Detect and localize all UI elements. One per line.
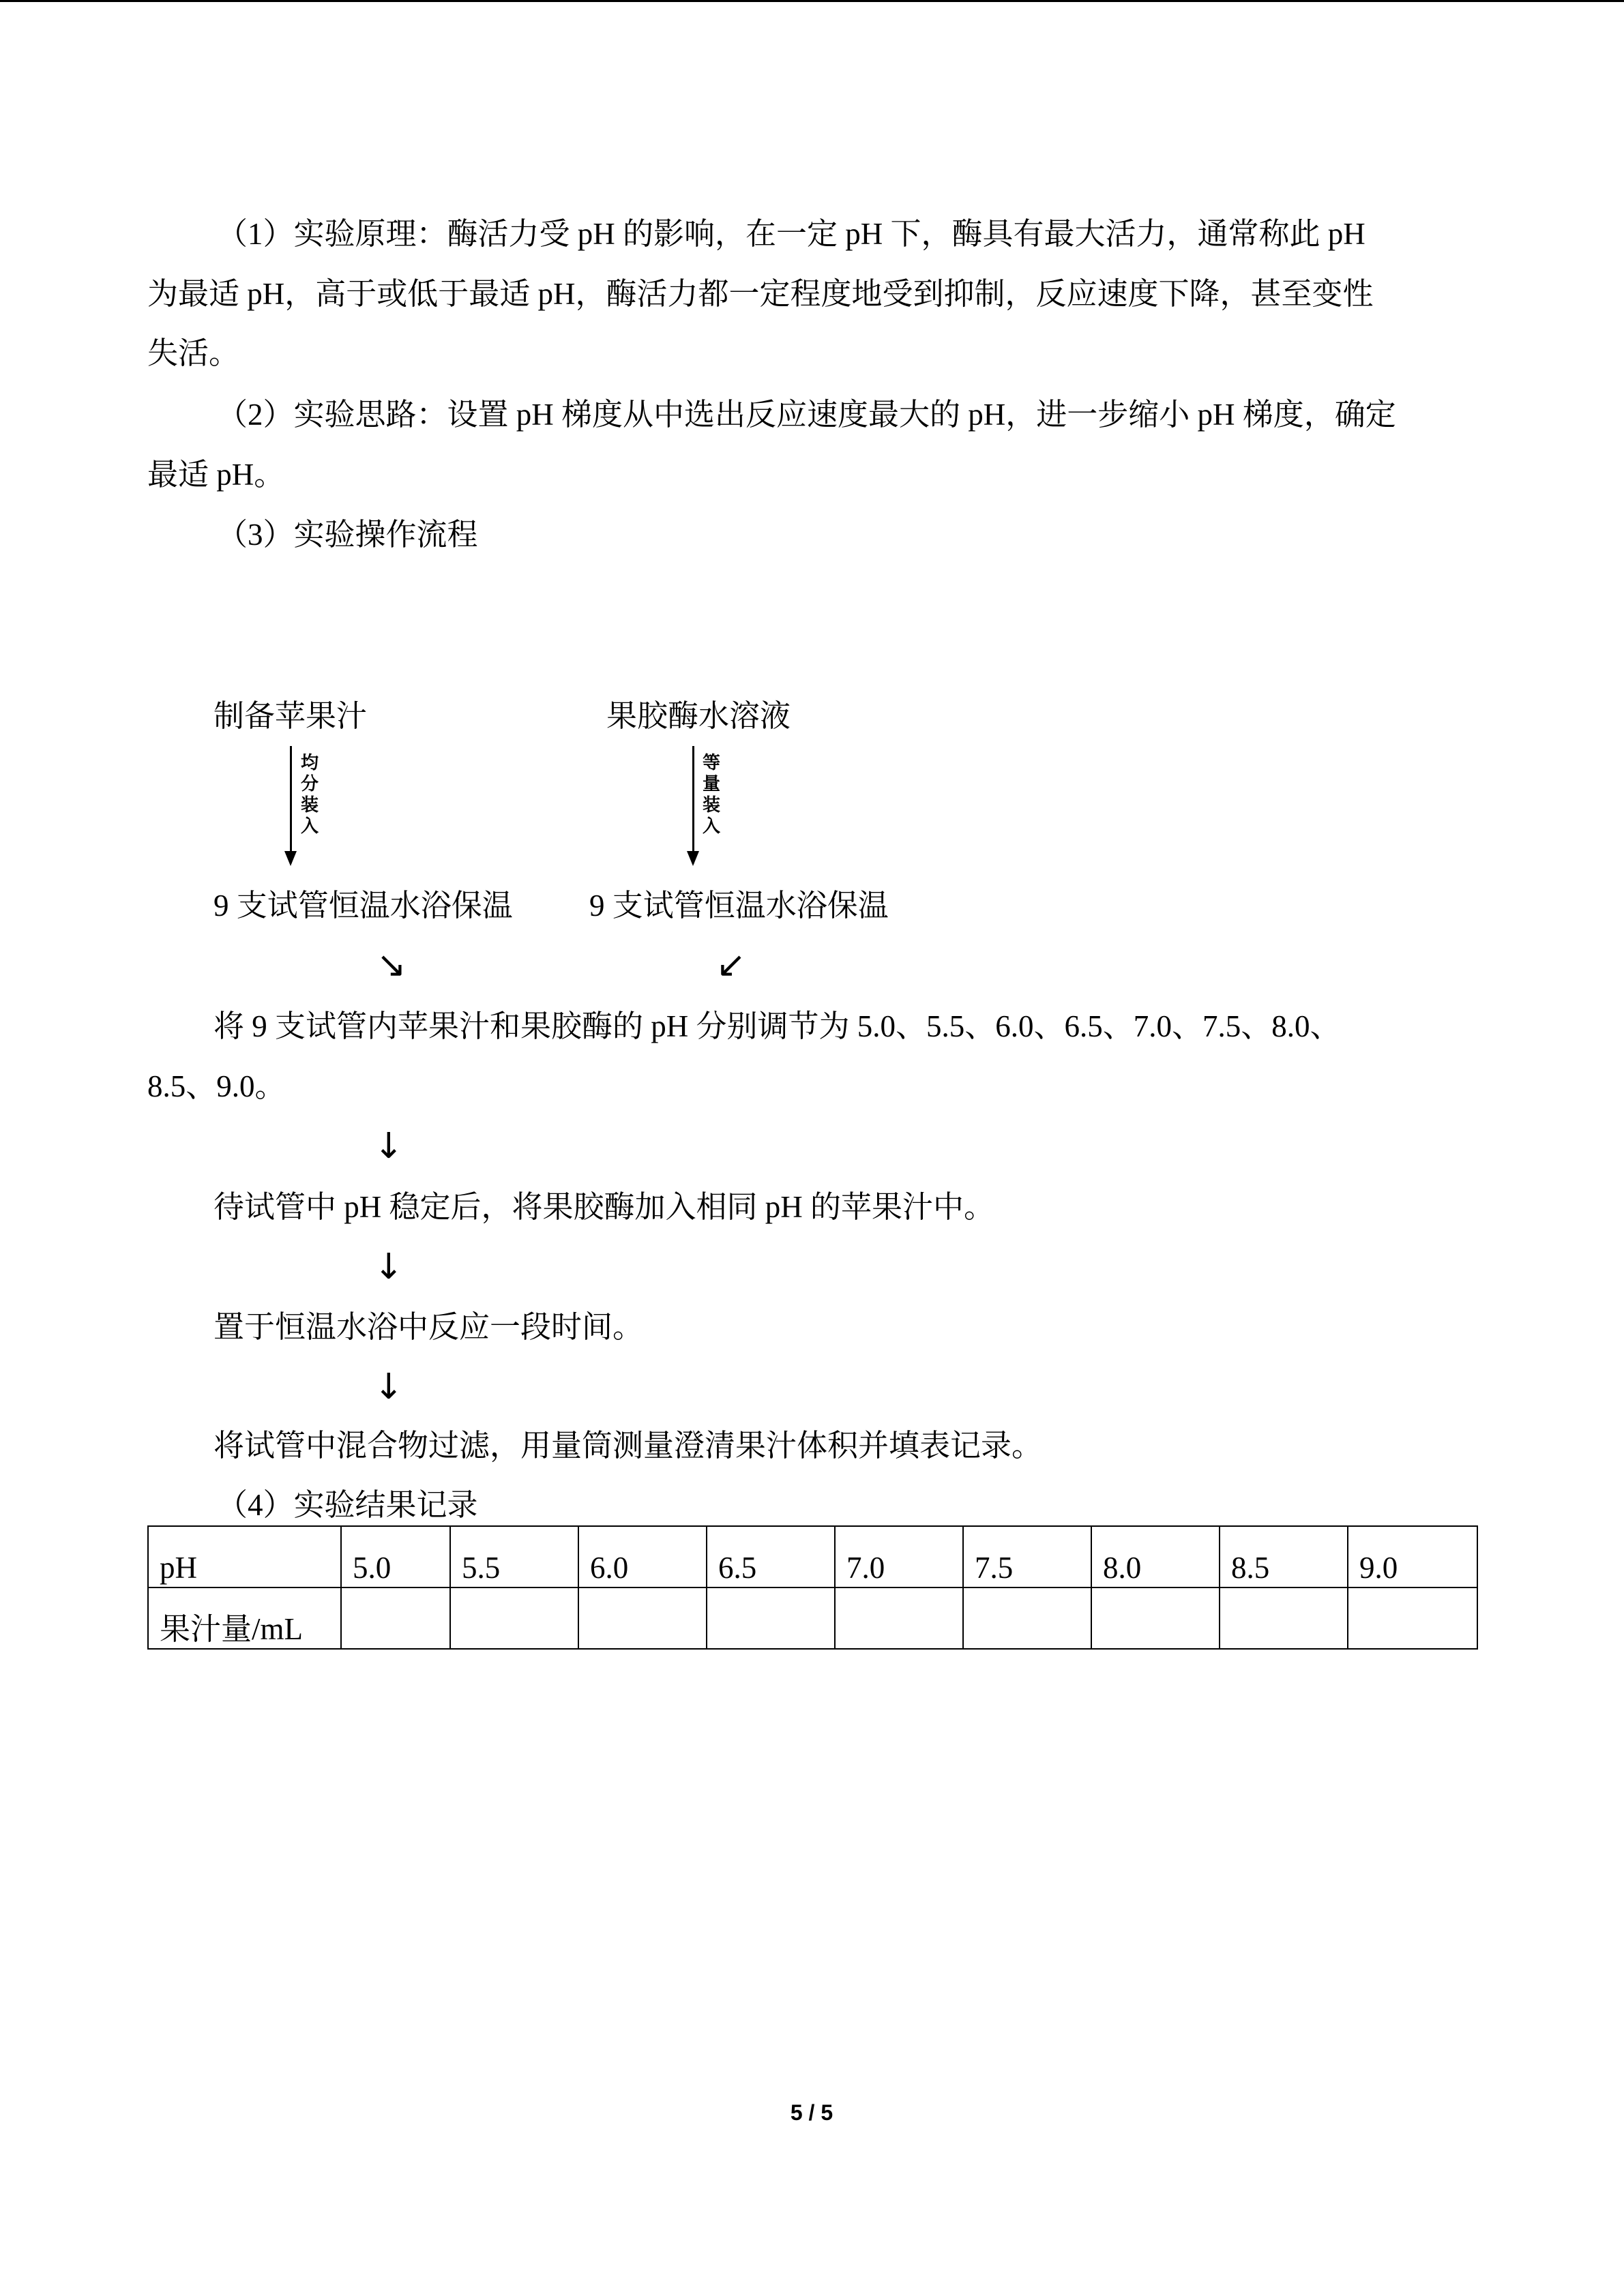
results-heading: （4）实验结果记录	[217, 1488, 478, 1522]
juice-cell	[963, 1587, 1091, 1649]
juice-cell	[835, 1587, 963, 1649]
principle-line-1: （1）实验原理：酶活力受 pH 的影响，在一定 pH 下，酶具有最大活力，通常称此 pH	[217, 217, 1365, 251]
principle-line-3: 失活。	[147, 336, 240, 370]
juice-cell	[1220, 1587, 1348, 1649]
table-row	[148, 1526, 1477, 1587]
ph-cell: 5.5	[450, 1526, 578, 1587]
juice-cell	[578, 1587, 707, 1649]
ph-cell: 7.0	[835, 1526, 963, 1587]
ph-cell: 8.0	[1091, 1526, 1220, 1587]
table-row	[148, 1587, 1477, 1649]
juice-cell	[341, 1587, 450, 1649]
juice-cell	[1091, 1587, 1220, 1649]
page-number: 5 / 5	[790, 2100, 833, 2125]
step-filter-measure: 将试管中混合物过滤，用量筒测量澄清果汁体积并填表记录。	[213, 1429, 1043, 1463]
results-table	[147, 1525, 1478, 1650]
row-header-ph: pH	[148, 1526, 341, 1587]
flow-left-tubes: 9 支试管恒温水浴保温	[213, 889, 513, 923]
step-adjust-ph-line-2: 8.5、9.0。	[147, 1069, 286, 1103]
right-arrow-label: 等量装入	[702, 753, 720, 837]
ph-cell: 9.0	[1348, 1526, 1477, 1587]
top-border	[0, 0, 1624, 2]
left-down-arrow-icon	[290, 746, 292, 863]
flow-prepare-apple-juice: 制备苹果汁	[213, 699, 368, 733]
juice-cell	[450, 1587, 578, 1649]
approach-line-2: 最适 pH。	[147, 458, 285, 492]
step-adjust-ph-line-1: 将 9 支试管内苹果汁和果胶酶的 pH 分别调节为 5.0、5.5、6.0、6.5、7.0、7.5、8.0、	[213, 1009, 1341, 1043]
down-arrow-icon: ↓	[374, 1247, 404, 1287]
ph-cell: 6.5	[707, 1526, 835, 1587]
step-react: 置于恒温水浴中反应一段时间。	[213, 1310, 644, 1344]
down-arrow-icon: ↓	[374, 1126, 404, 1167]
approach-line-1: （2）实验思路：设置 pH 梯度从中选出反应速度最大的 pH，进一步缩小 pH 梯度，确定	[217, 398, 1396, 432]
ph-cell: 7.5	[963, 1526, 1091, 1587]
right-down-arrow-icon	[692, 746, 694, 863]
principle-line-2: 为最适 pH，高于或低于最适 pH，酶活力都一定程度地受到抑制，反应速度下降，甚至变性	[147, 277, 1374, 311]
merge-arrow-right-icon: ↘	[377, 944, 407, 985]
juice-cell	[707, 1587, 835, 1649]
flow-pectinase-solution: 果胶酶水溶液	[606, 699, 791, 733]
flow-right-tubes: 9 支试管恒温水浴保温	[589, 889, 889, 923]
row-header-juice-volume: 果汁量/mL	[148, 1587, 341, 1649]
ph-cell: 5.0	[341, 1526, 450, 1587]
ph-cell: 8.5	[1220, 1526, 1348, 1587]
procedure-heading: （3）实验操作流程	[217, 518, 478, 552]
ph-cell: 6.0	[578, 1526, 707, 1587]
merge-arrow-left-icon: ↙	[716, 944, 746, 985]
juice-cell	[1348, 1587, 1477, 1649]
left-arrow-label: 均分装入	[300, 753, 319, 837]
down-arrow-icon: ↓	[374, 1367, 404, 1407]
step-mix: 待试管中 pH 稳定后，将果胶酶加入相同 pH 的苹果汁中。	[213, 1190, 994, 1224]
